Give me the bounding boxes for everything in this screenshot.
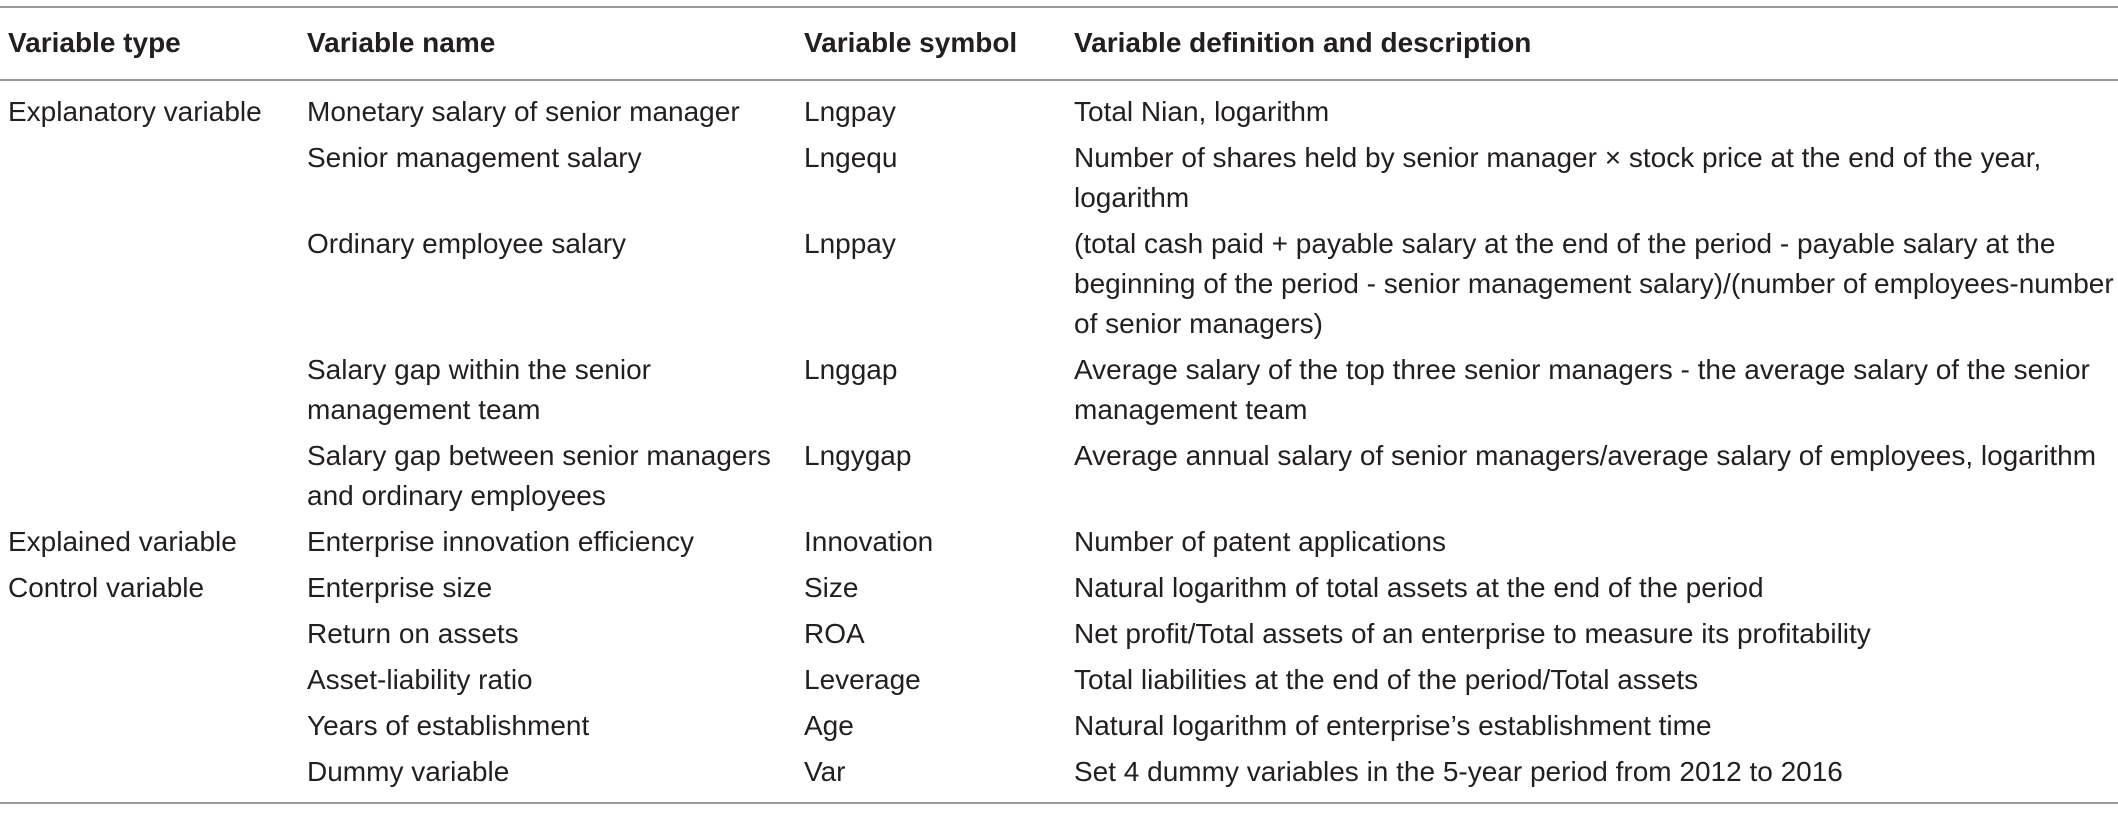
cell-variable-definition: Natural logarithm of enterprise’s establishment time (1074, 710, 1712, 741)
cell-variable-type (0, 221, 307, 347)
table-row (0, 80, 2118, 135)
cell-variable-name: Monetary salary of senior manager (307, 96, 740, 127)
cell-variable-type (0, 749, 307, 803)
variable-definitions-table (0, 6, 2118, 804)
cell-variable-definition: (total cash paid + payable salary at the end of the period - payable salary at the beginning of the period - senior management salary)/(number of employees-number of senior managers) (1074, 228, 2114, 339)
table-row (0, 433, 2118, 519)
header-variable-definition: Variable definition and description (1074, 27, 1532, 58)
cell-variable-name: Ordinary employee salary (307, 228, 627, 259)
cell-variable-name: Asset-liability ratio (307, 664, 533, 695)
cell-variable-symbol: Leverage (804, 664, 921, 695)
cell-variable-definition: Total liabilities at the end of the period/Total assets (1074, 664, 1699, 695)
cell-variable-name: Dummy variable (307, 756, 510, 787)
cell-variable-name: Salary gap within the senior management team (307, 354, 651, 425)
cell-variable-type: Control variable (8, 572, 205, 603)
cell-variable-definition: Number of shares held by senior manager × stock price at the end of the year, logarithm (1074, 142, 2042, 213)
cell-variable-symbol: Size (804, 572, 859, 603)
cell-variable-symbol: Innovation (804, 526, 934, 557)
cell-variable-name: Years of establishment (307, 710, 590, 741)
table-row (0, 221, 2118, 347)
cell-variable-definition: Total Nian, logarithm (1074, 96, 1330, 127)
cell-variable-name: Senior management salary (307, 142, 642, 173)
cell-variable-definition: Average annual salary of senior managers/average salary of employees, logarithm (1074, 440, 2097, 471)
cell-variable-symbol: Lnggap (804, 354, 898, 385)
table-row (0, 135, 2118, 221)
cell-variable-symbol: Lngygap (804, 440, 912, 471)
cell-variable-type (0, 657, 307, 703)
cell-variable-name: Enterprise size (307, 572, 493, 603)
cell-variable-symbol: Var (804, 756, 846, 787)
cell-variable-name: Enterprise innovation efficiency (307, 526, 695, 557)
cell-variable-type: Explained variable (8, 526, 237, 557)
table-row (0, 519, 2118, 565)
cell-variable-definition: Net profit/Total assets of an enterprise to measure its profitability (1074, 618, 1871, 649)
table-row (0, 703, 2118, 749)
header-variable-name: Variable name (307, 27, 496, 58)
cell-variable-symbol: Lnppay (804, 228, 896, 259)
table-row (0, 565, 2118, 611)
cell-variable-type (0, 347, 307, 433)
cell-variable-name: Salary gap between senior managers and ordinary employees (307, 440, 771, 511)
cell-variable-symbol: Age (804, 710, 854, 741)
cell-variable-type: Explanatory variable (8, 96, 262, 127)
cell-variable-type (0, 611, 307, 657)
cell-variable-symbol: Lngpay (804, 96, 896, 127)
cell-variable-symbol: Lngequ (804, 142, 898, 173)
cell-variable-name: Return on assets (307, 618, 519, 649)
cell-variable-type (0, 433, 307, 519)
table-row (0, 347, 2118, 433)
cell-variable-definition: Natural logarithm of total assets at the end of the period (1074, 572, 1764, 603)
header-variable-type: Variable type (8, 27, 181, 58)
cell-variable-type (0, 703, 307, 749)
table-row (0, 749, 2118, 803)
header-variable-symbol: Variable symbol (804, 27, 1018, 58)
cell-variable-definition: Number of patent applications (1074, 526, 1446, 557)
cell-variable-symbol: ROA (804, 618, 865, 649)
table-header-row (0, 7, 2118, 80)
cell-variable-definition: Average salary of the top three senior managers - the average salary of the senior management team (1074, 354, 2090, 425)
table-row (0, 611, 2118, 657)
table-row (0, 657, 2118, 703)
cell-variable-type (0, 135, 307, 221)
cell-variable-definition: Set 4 dummy variables in the 5-year period from 2012 to 2016 (1074, 756, 1843, 787)
